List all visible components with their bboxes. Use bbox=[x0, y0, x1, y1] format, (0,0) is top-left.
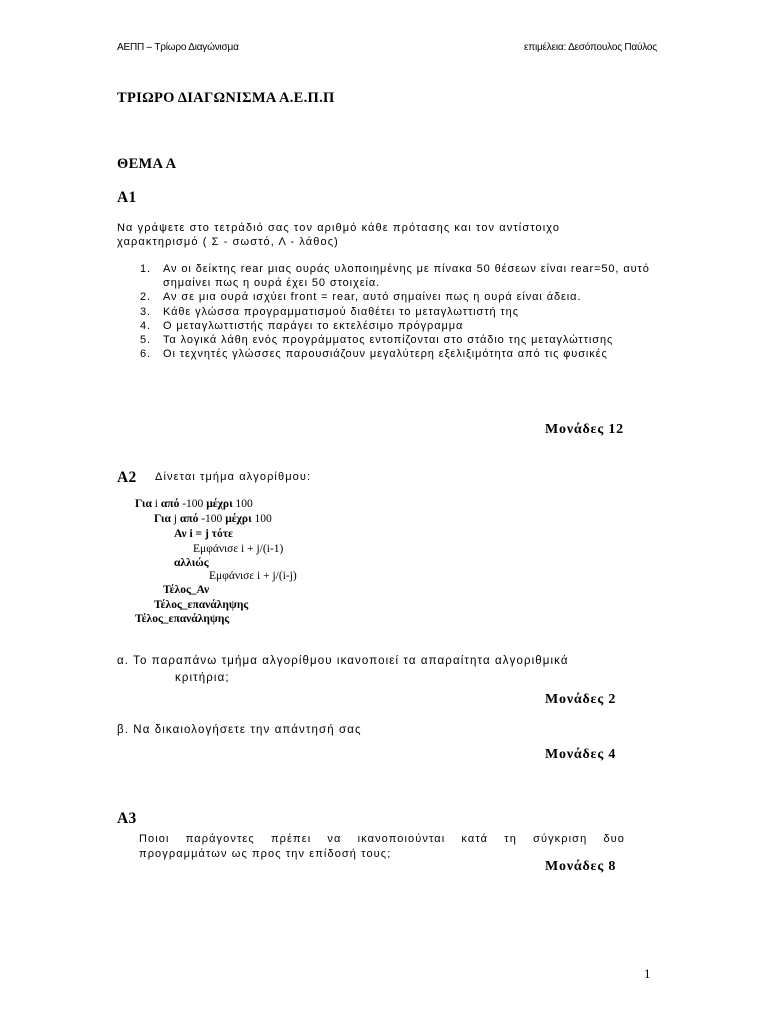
a2-intro: Δίνεται τμήμα αλγορίθμου: bbox=[155, 471, 312, 483]
list-item-text: Οι τεχνητές γλώσσες παρουσιάζουν μεγαλύτερη εξελιξιμότητα από τις φυσικές bbox=[163, 348, 608, 361]
a1-marks: Μονάδες 12 bbox=[545, 422, 624, 437]
code-line-6: Εμφάνισε i + j/(i-j) bbox=[209, 570, 297, 582]
page-number: 1 bbox=[644, 966, 651, 981]
list-item: 3. Κάθε γλώσσα προγραμματισμού διαθέτει το μεταγλωττιστή της bbox=[140, 305, 519, 318]
a2-marks-b: Μονάδες 4 bbox=[545, 747, 617, 762]
list-item-text: Αν σε μια ουρά ισχύει front = rear, αυτό σημαίνει πως η ουρά είναι άδεια. bbox=[163, 291, 582, 304]
list-item-text: Αν οι δείκτης rear μιας ουράς υλοποιημένης με πίνακα 50 θέσεων είναι rear=50, αυτό σημαίνει πως η ουρά έχει 50 στοιχεία. bbox=[163, 263, 650, 290]
code-line-9: Τέλος_επανάληψης bbox=[135, 613, 230, 625]
a3-marks: Μονάδες 8 bbox=[545, 859, 617, 874]
list-item: 2. Αν σε μια ουρά ισχύει front = rear, αυτό σημαίνει πως η ουρά είναι άδεια. bbox=[140, 291, 582, 304]
list-item: 5. Τα λογικά λάθη ενός προγράμματος εντοπίζονται στο στάδιο της μεταγλώττισης bbox=[140, 334, 614, 347]
a3-label: Α3 bbox=[117, 810, 137, 827]
list-item-text: Κάθε γλώσσα προγραμματισμού διαθέτει το μεταγλωττιστή της bbox=[163, 305, 519, 318]
code-line-7: Τέλος_Αν bbox=[163, 584, 210, 596]
a2-label: Α2 bbox=[117, 469, 137, 486]
header-right: επιμέλεια: Δεσόπουλος Παύλος bbox=[524, 42, 657, 53]
a1-intro-line2: χαρακτηρισμό ( Σ - σωστό, Λ - λάθος) bbox=[117, 236, 339, 248]
list-item-text: Ο μεταγλωττιστής παράγει το εκτελέσιμο πρόγραμμα bbox=[163, 319, 464, 332]
code-line-4: Εμφάνισε i + j/(i-1) bbox=[193, 543, 284, 555]
code-line-5: αλλιώς bbox=[174, 557, 209, 569]
list-item: 1. Αν οι δείκτης rear μιας ουράς υλοποιημένης με πίνακα 50 θέσεων είναι rear=50, αυτό σημαίνει πως η ουρά έχει 50 στοιχεία. bbox=[140, 263, 650, 290]
a3-question bbox=[139, 832, 625, 861]
a1-label: Α1 bbox=[117, 189, 137, 206]
list-item-text: Τα λογικά λάθη ενός προγράμματος εντοπίζονται στο στάδιο της μεταγλώττισης bbox=[163, 334, 614, 347]
a1-intro-line1: Να γράψετε στο τετράδιό σας τον αριθμό κάθε πρότασης και τον αντίστοιχο bbox=[117, 222, 561, 234]
a2-question-a-line2: κριτήρια; bbox=[175, 672, 230, 684]
page-title: ΤΡΙΩΡΟ ΔΙΑΓΩΝΙΣΜΑ Α.Ε.Π.Π bbox=[117, 90, 335, 106]
a2-question-a-line1: α. Το παραπάνω τμήμα αλγορίθμου ικανοποιεί τα απαραίτητα αλγοριθμικά bbox=[117, 655, 569, 667]
code-line-1: Για i από -100 μέχρι 100 bbox=[135, 498, 253, 510]
header-left: ΑΕΠΠ – Τρίωρο Διαγώνισμα bbox=[117, 42, 239, 53]
section-heading: ΘΕΜΑ Α bbox=[117, 156, 177, 172]
a2-question-b: β. Να δικαιολογήσετε την απάντησή σας bbox=[117, 724, 362, 736]
a2-marks-a: Μονάδες 2 bbox=[545, 692, 617, 707]
code-line-3: Αν i = j τότε bbox=[174, 528, 233, 540]
list-item: 4. Ο μεταγλωττιστής παράγει το εκτελέσιμο πρόγραμμα bbox=[140, 319, 464, 332]
a1-statement-list bbox=[136, 262, 656, 361]
a3-question-line1: Ποιοι παράγοντες πρέπει να ικανοποιούνται κατά τη σύγκριση δυο bbox=[139, 833, 625, 845]
code-line-8: Τέλος_επανάληψης bbox=[154, 599, 249, 611]
code-line-2: Για j από -100 μέχρι 100 bbox=[154, 513, 272, 525]
a3-question-line2: προγραμμάτων ως προς την επίδοσή τους; bbox=[139, 847, 392, 860]
list-item: 6. Οι τεχνητές γλώσσες παρουσιάζουν μεγαλύτερη εξελιξιμότητα από τις φυσικές bbox=[140, 348, 608, 361]
